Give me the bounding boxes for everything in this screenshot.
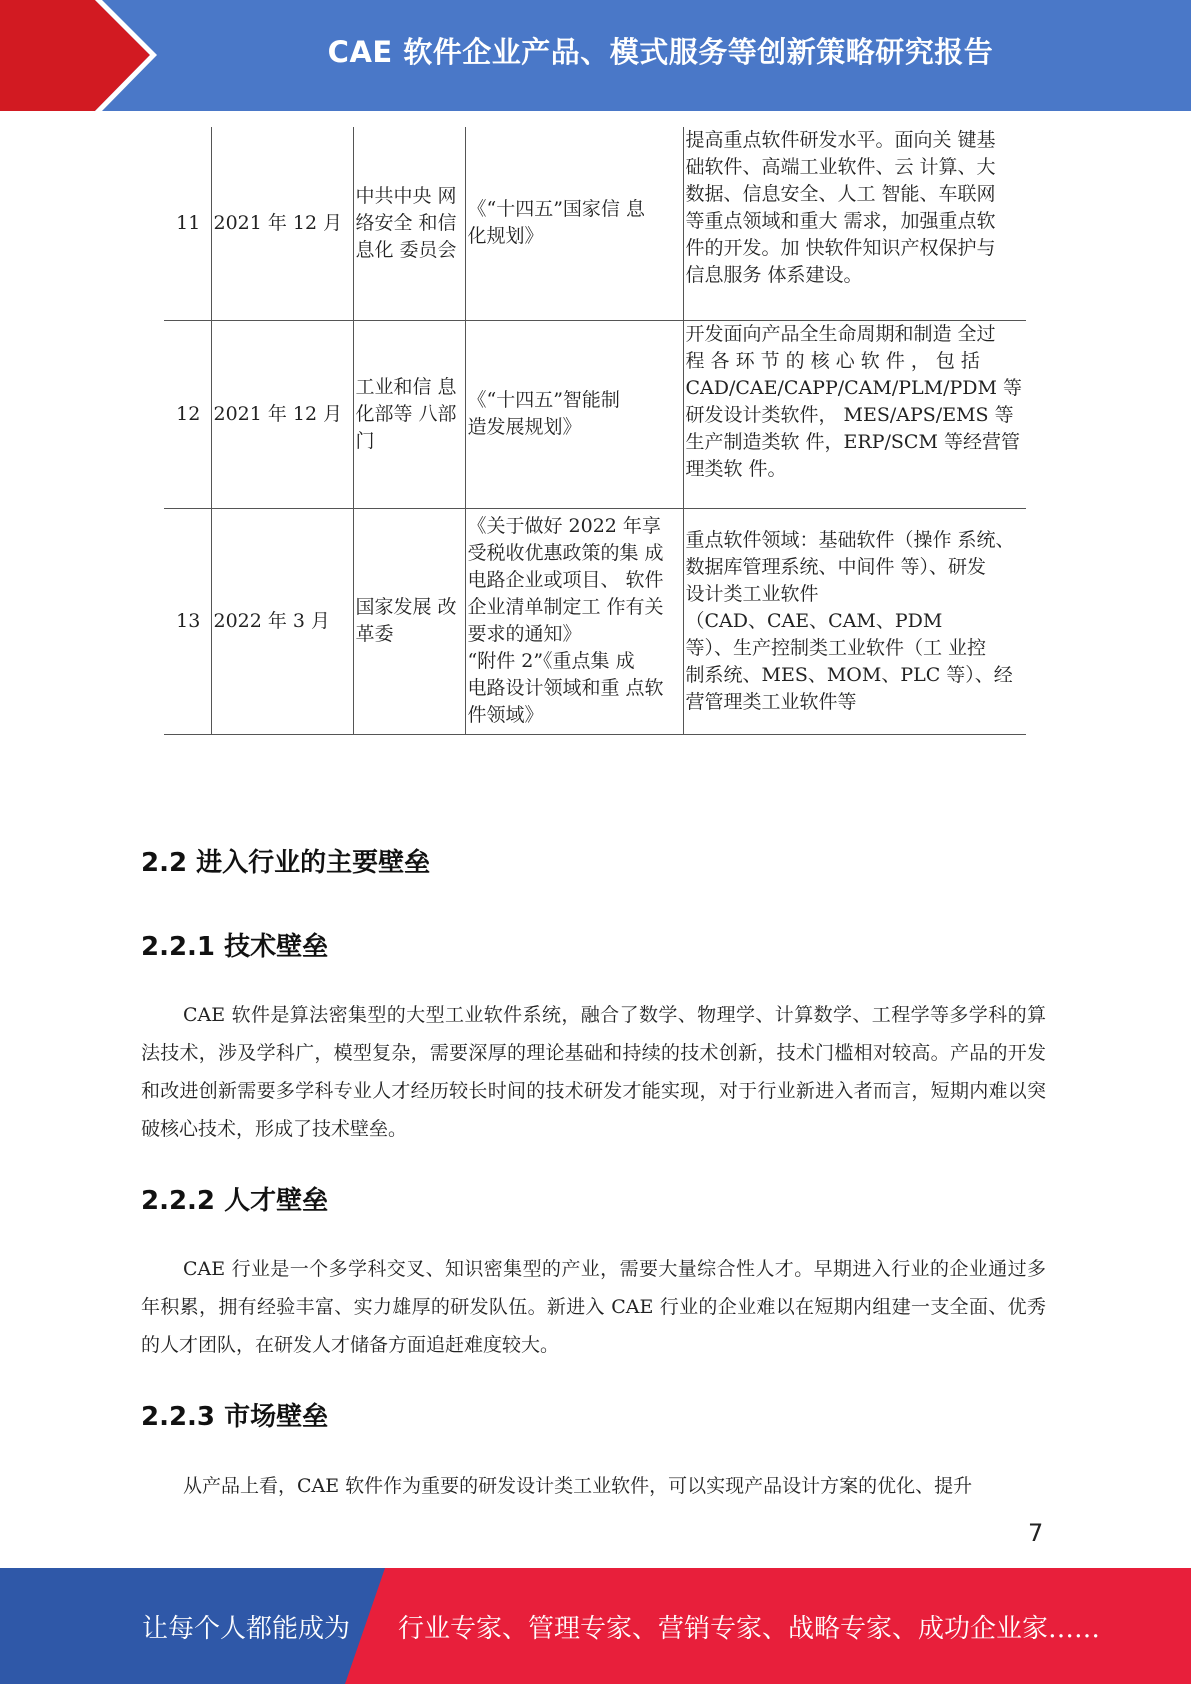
table-row (164, 320, 1026, 508)
page-footer (0, 1568, 1191, 1684)
table-row (164, 127, 1026, 320)
header-arrow-decoration (0, 0, 160, 111)
policy-table (164, 127, 1026, 735)
issuing-agency: 国家发展 改 革委 (353, 508, 465, 734)
policy-document: 《关于做好 2022 年享 受税收优惠政策的集 成 电路企业或项目、 软件 企业清单制定工 作有关 要求的通知》 “附件 2”《重点集 成 电路设计领域和重 点软 件领域》 (465, 508, 683, 734)
section-heading-2-2-2: 2.2.2 人才壁垒 (141, 1186, 329, 1216)
report-title: CAE 软件企业产品、模式服务等创新策略研究报告 (327, 34, 994, 69)
row-number: 13 (164, 508, 211, 734)
footer-slogan-left: 让每个人都能成为 (142, 1613, 351, 1644)
release-date: 2021 年 12 月 (211, 320, 353, 508)
policy-content: 提高重点软件研发水平。面向关 键基 础软件、高端工业软件、云 计算、大 数据、信息安全、人工 智能、车联网 等重点领域和重大 需求，加强重点软 件的开发。加 快软件知识产权保护与 信息服务 体系建设。 (683, 127, 1026, 320)
release-date: 2021 年 12 月 (211, 127, 353, 320)
issuing-agency: 工业和信 息 化部等 八部 门 (353, 320, 465, 508)
paragraph-market-barrier: 从产品上看，CAE 软件作为重要的研发设计类工业软件，可以实现产品设计方案的优化、提升 (183, 1475, 973, 1497)
page-number: 7 (1028, 1519, 1044, 1547)
section-heading-2-2-3: 2.2.3 市场壁垒 (141, 1402, 329, 1432)
policy-document: 《“十四五”智能制 造发展规划》 (465, 320, 683, 508)
release-date: 2022 年 3 月 (211, 508, 353, 734)
paragraph-talent-barrier: CAE 行业是一个多学科交叉、知识密集型的产业，需要大量综合性人才。早期进入行业的企业通过多年积累，拥有经验丰富、实力雄厚的研发队伍。新进入 CAE 行业的企业难以在短期内组建一支全面、优秀的人才团队，在研发人才储备方面追赶难度较大。 (141, 1258, 1046, 1356)
table-row (164, 508, 1026, 734)
paragraph-technical-barrier: CAE 软件是算法密集型的大型工业软件系统，融合了数学、物理学、计算数学、工程学等多学科的算法技术，涉及学科广，模型复杂，需要深厚的理论基础和持续的技术创新，技术门槛相对较高。产品的开发和改进创新需要多学科专业人才经历较长时间的技术研发才能实现，对于行业新进入者而言，短期内难以突破核心技术，形成了技术壁垒。 (141, 1004, 1046, 1140)
policy-content: 重点软件领域：基础软件（操作 系统、 数据库管理系统、中间件 等）、研发 设计类工业软件 （CAD、CAE、CAM、PDM 等）、生产控制类工业软件（工 业控 制系统、MES、MOM、PLC 等）、经 营管理类工业软件等 (683, 508, 1026, 734)
policy-content: 开发面向产品全生命周期和制造 全过 程 各 环 节 的 核 心 软 件 ， 包 括 CAD/CAE/CAPP/CAM/PLM/PDM 等 研发设计类软件， MES/APS/EMS 等 生产制造类软 件，ERP/SCM 等经营管 理类软 件。 (683, 320, 1026, 508)
row-number: 12 (164, 320, 211, 508)
section-heading-2-2: 2.2 进入行业的主要壁垒 (141, 848, 431, 878)
footer-slogan-right: 行业专家、管理专家、营销专家、战略专家、成功企业家…… (398, 1613, 1101, 1644)
section-heading-2-2-1: 2.2.1 技术壁垒 (141, 932, 329, 962)
policy-document: 《“十四五”国家信 息 化规划》 (465, 127, 683, 320)
row-number: 11 (164, 127, 211, 320)
issuing-agency: 中共中央 网 络安全 和信 息化 委员会 (353, 127, 465, 320)
page-header (0, 0, 1191, 111)
